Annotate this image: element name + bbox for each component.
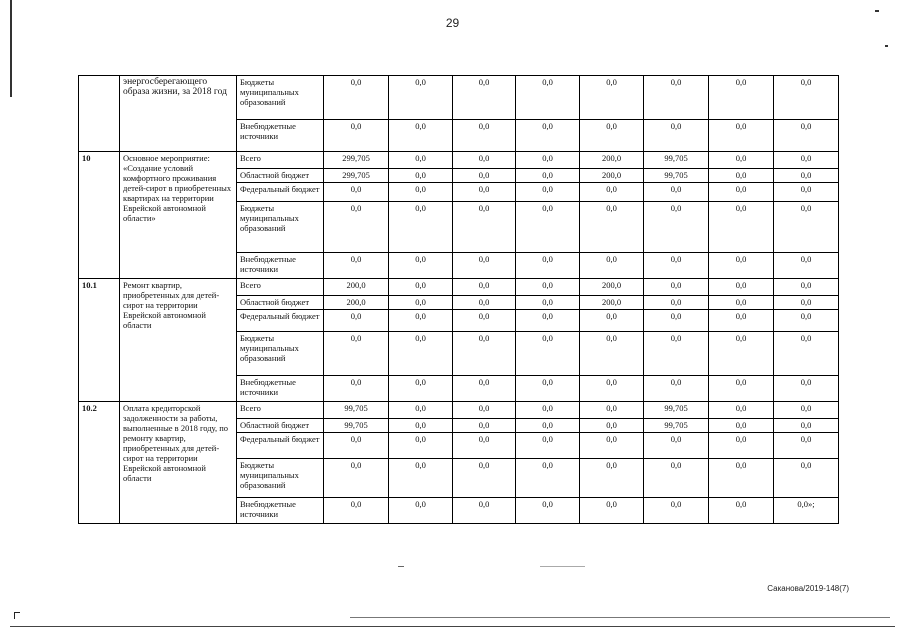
table-row <box>79 279 839 296</box>
value-cell: 0,0 <box>774 459 839 498</box>
value-cell: 0,0 <box>389 459 453 498</box>
row-number-cell: 10.2 <box>79 402 120 524</box>
value-cell: 0,0»; <box>774 498 839 524</box>
value-cell: 0,0 <box>389 183 453 202</box>
value-cell: 0,0 <box>644 310 709 332</box>
funding-source-cell: Всего <box>237 402 324 419</box>
value-cell: 0,0 <box>774 376 839 402</box>
value-cell: 0,0 <box>709 433 774 459</box>
value-cell: 0,0 <box>453 332 516 376</box>
value-cell: 0,0 <box>324 202 389 253</box>
funding-source-cell: Внебюджетные источники <box>237 253 324 279</box>
table-row <box>79 76 839 120</box>
footer-document-code: Саканова/2019-148(7) <box>767 584 849 593</box>
measure-title-cell: Основное мероприятие: «Создание условий комфортного проживания детей-сирот в приобретенных квартирах на территории Еврейской автономной области» <box>120 152 237 279</box>
value-cell: 0,0 <box>453 76 516 120</box>
value-cell: 0,0 <box>580 433 644 459</box>
value-cell: 0,0 <box>580 332 644 376</box>
value-cell: 0,0 <box>516 169 580 183</box>
value-cell: 0,0 <box>453 498 516 524</box>
value-cell: 99,705 <box>644 402 709 419</box>
value-cell: 0,0 <box>324 253 389 279</box>
value-cell: 0,0 <box>709 120 774 152</box>
value-cell: 0,0 <box>774 253 839 279</box>
value-cell: 0,0 <box>453 459 516 498</box>
value-cell: 0,0 <box>644 459 709 498</box>
value-cell: 0,0 <box>709 402 774 419</box>
funding-source-cell: Внебюджетные источники <box>237 376 324 402</box>
funding-source-cell: Федеральный бюджет <box>237 310 324 332</box>
value-cell: 0,0 <box>774 183 839 202</box>
value-cell: 0,0 <box>644 183 709 202</box>
funding-source-cell: Бюджеты муниципальных образований <box>237 459 324 498</box>
value-cell: 0,0 <box>580 76 644 120</box>
table-row <box>79 152 839 169</box>
scan-speck <box>540 566 585 567</box>
value-cell: 0,0 <box>709 296 774 310</box>
value-cell: 0,0 <box>644 120 709 152</box>
value-cell: 200,0 <box>580 152 644 169</box>
value-cell: 0,0 <box>389 296 453 310</box>
value-cell: 0,0 <box>453 152 516 169</box>
value-cell: 0,0 <box>644 253 709 279</box>
value-cell: 0,0 <box>516 183 580 202</box>
value-cell: 0,0 <box>774 332 839 376</box>
value-cell: 0,0 <box>389 152 453 169</box>
value-cell: 0,0 <box>580 498 644 524</box>
value-cell: 0,0 <box>324 310 389 332</box>
value-cell: 0,0 <box>516 402 580 419</box>
scan-speck <box>875 10 879 12</box>
value-cell: 200,0 <box>580 169 644 183</box>
value-cell: 0,0 <box>774 296 839 310</box>
value-cell: 99,705 <box>644 419 709 433</box>
value-cell: 0,0 <box>644 376 709 402</box>
funding-source-cell: Всего <box>237 152 324 169</box>
value-cell: 299,705 <box>324 169 389 183</box>
value-cell: 0,0 <box>453 310 516 332</box>
value-cell: 0,0 <box>644 76 709 120</box>
value-cell: 0,0 <box>774 152 839 169</box>
value-cell: 0,0 <box>324 332 389 376</box>
row-number-cell: 10 <box>79 152 120 279</box>
value-cell: 0,0 <box>389 253 453 279</box>
scan-border-mark <box>10 0 12 97</box>
value-cell: 0,0 <box>644 498 709 524</box>
value-cell: 0,0 <box>453 419 516 433</box>
value-cell: 0,0 <box>453 433 516 459</box>
value-cell: 0,0 <box>516 419 580 433</box>
budget-table <box>78 75 839 524</box>
value-cell: 200,0 <box>580 279 644 296</box>
value-cell: 200,0 <box>580 296 644 310</box>
value-cell: 99,705 <box>324 419 389 433</box>
value-cell: 0,0 <box>709 498 774 524</box>
funding-source-cell: Областной бюджет <box>237 169 324 183</box>
value-cell: 0,0 <box>644 279 709 296</box>
row-number-cell: 10.1 <box>79 279 120 402</box>
value-cell: 0,0 <box>516 433 580 459</box>
funding-source-cell: Областной бюджет <box>237 296 324 310</box>
measure-title-cell: Ремонт квартир, приобретенных для детей-сирот на территории Еврейской автономной области <box>120 279 237 402</box>
value-cell: 0,0 <box>516 120 580 152</box>
value-cell: 0,0 <box>389 279 453 296</box>
scan-speck <box>398 566 404 567</box>
measure-title-cell: энергосберегающего образа жизни, за 2018 год <box>120 76 237 152</box>
scan-speck <box>885 45 888 47</box>
value-cell: 0,0 <box>324 120 389 152</box>
value-cell: 0,0 <box>580 310 644 332</box>
value-cell: 0,0 <box>516 332 580 376</box>
value-cell: 0,0 <box>324 76 389 120</box>
value-cell: 0,0 <box>774 310 839 332</box>
value-cell: 0,0 <box>453 120 516 152</box>
value-cell: 0,0 <box>709 76 774 120</box>
funding-source-cell: Внебюджетные источники <box>237 120 324 152</box>
scan-corner-mark <box>14 612 15 619</box>
value-cell: 0,0 <box>774 120 839 152</box>
scan-line <box>350 617 890 618</box>
value-cell: 0,0 <box>389 376 453 402</box>
funding-source-cell: Бюджеты муниципальных образований <box>237 202 324 253</box>
value-cell: 0,0 <box>389 433 453 459</box>
value-cell: 0,0 <box>453 183 516 202</box>
value-cell: 299,705 <box>324 152 389 169</box>
value-cell: 99,705 <box>644 152 709 169</box>
value-cell: 0,0 <box>324 183 389 202</box>
funding-source-cell: Бюджеты муниципальных образований <box>237 332 324 376</box>
value-cell: 0,0 <box>453 279 516 296</box>
value-cell: 0,0 <box>389 76 453 120</box>
funding-source-cell: Федеральный бюджет <box>237 183 324 202</box>
funding-source-cell: Всего <box>237 279 324 296</box>
value-cell: 0,0 <box>389 402 453 419</box>
value-cell: 0,0 <box>709 459 774 498</box>
value-cell: 0,0 <box>516 76 580 120</box>
value-cell: 0,0 <box>389 332 453 376</box>
value-cell: 0,0 <box>516 376 580 402</box>
value-cell: 0,0 <box>774 419 839 433</box>
funding-source-cell: Бюджеты муниципальных образований <box>237 76 324 120</box>
value-cell: 0,0 <box>453 253 516 279</box>
value-cell: 0,0 <box>389 310 453 332</box>
scan-line <box>10 626 895 627</box>
value-cell: 200,0 <box>324 279 389 296</box>
value-cell: 0,0 <box>709 169 774 183</box>
value-cell: 0,0 <box>774 433 839 459</box>
value-cell: 0,0 <box>580 253 644 279</box>
table-row <box>79 402 839 419</box>
value-cell: 0,0 <box>774 279 839 296</box>
value-cell: 0,0 <box>580 419 644 433</box>
value-cell: 0,0 <box>709 419 774 433</box>
value-cell: 0,0 <box>389 202 453 253</box>
value-cell: 0,0 <box>389 169 453 183</box>
value-cell: 0,0 <box>389 498 453 524</box>
value-cell: 0,0 <box>453 402 516 419</box>
value-cell: 0,0 <box>774 76 839 120</box>
value-cell: 0,0 <box>516 279 580 296</box>
value-cell: 0,0 <box>453 296 516 310</box>
value-cell: 0,0 <box>774 169 839 183</box>
value-cell: 0,0 <box>709 376 774 402</box>
measure-title-cell: Оплата кредиторской задолженности за работы, выполненные в 2018 году, по ремонту квартир, приобретенных для детей-сирот на территории Еврейской автономной области <box>120 402 237 524</box>
value-cell: 0,0 <box>580 376 644 402</box>
value-cell: 0,0 <box>580 183 644 202</box>
value-cell: 0,0 <box>709 152 774 169</box>
value-cell: 0,0 <box>774 202 839 253</box>
value-cell: 0,0 <box>516 253 580 279</box>
value-cell: 0,0 <box>324 376 389 402</box>
value-cell: 0,0 <box>516 202 580 253</box>
value-cell: 0,0 <box>389 419 453 433</box>
funding-source-cell: Внебюджетные источники <box>237 498 324 524</box>
value-cell: 0,0 <box>453 202 516 253</box>
funding-source-cell: Федеральный бюджет <box>237 433 324 459</box>
value-cell: 0,0 <box>709 202 774 253</box>
value-cell: 0,0 <box>644 202 709 253</box>
value-cell: 0,0 <box>709 253 774 279</box>
value-cell: 0,0 <box>644 332 709 376</box>
value-cell: 0,0 <box>324 433 389 459</box>
value-cell: 0,0 <box>324 498 389 524</box>
value-cell: 0,0 <box>516 498 580 524</box>
funding-source-cell: Областной бюджет <box>237 419 324 433</box>
value-cell: 0,0 <box>644 433 709 459</box>
value-cell: 0,0 <box>516 152 580 169</box>
value-cell: 0,0 <box>580 202 644 253</box>
value-cell: 0,0 <box>516 296 580 310</box>
value-cell: 0,0 <box>580 459 644 498</box>
value-cell: 0,0 <box>709 279 774 296</box>
value-cell: 0,0 <box>516 459 580 498</box>
value-cell: 0,0 <box>580 120 644 152</box>
value-cell: 0,0 <box>709 310 774 332</box>
value-cell: 99,705 <box>324 402 389 419</box>
value-cell: 99,705 <box>644 169 709 183</box>
value-cell: 0,0 <box>644 296 709 310</box>
value-cell: 200,0 <box>324 296 389 310</box>
value-cell: 0,0 <box>324 459 389 498</box>
row-number-cell <box>79 76 120 152</box>
value-cell: 0,0 <box>389 120 453 152</box>
page-number: 29 <box>445 16 460 30</box>
value-cell: 0,0 <box>774 402 839 419</box>
value-cell: 0,0 <box>580 402 644 419</box>
value-cell: 0,0 <box>709 183 774 202</box>
value-cell: 0,0 <box>453 376 516 402</box>
value-cell: 0,0 <box>516 310 580 332</box>
value-cell: 0,0 <box>453 169 516 183</box>
value-cell: 0,0 <box>709 332 774 376</box>
